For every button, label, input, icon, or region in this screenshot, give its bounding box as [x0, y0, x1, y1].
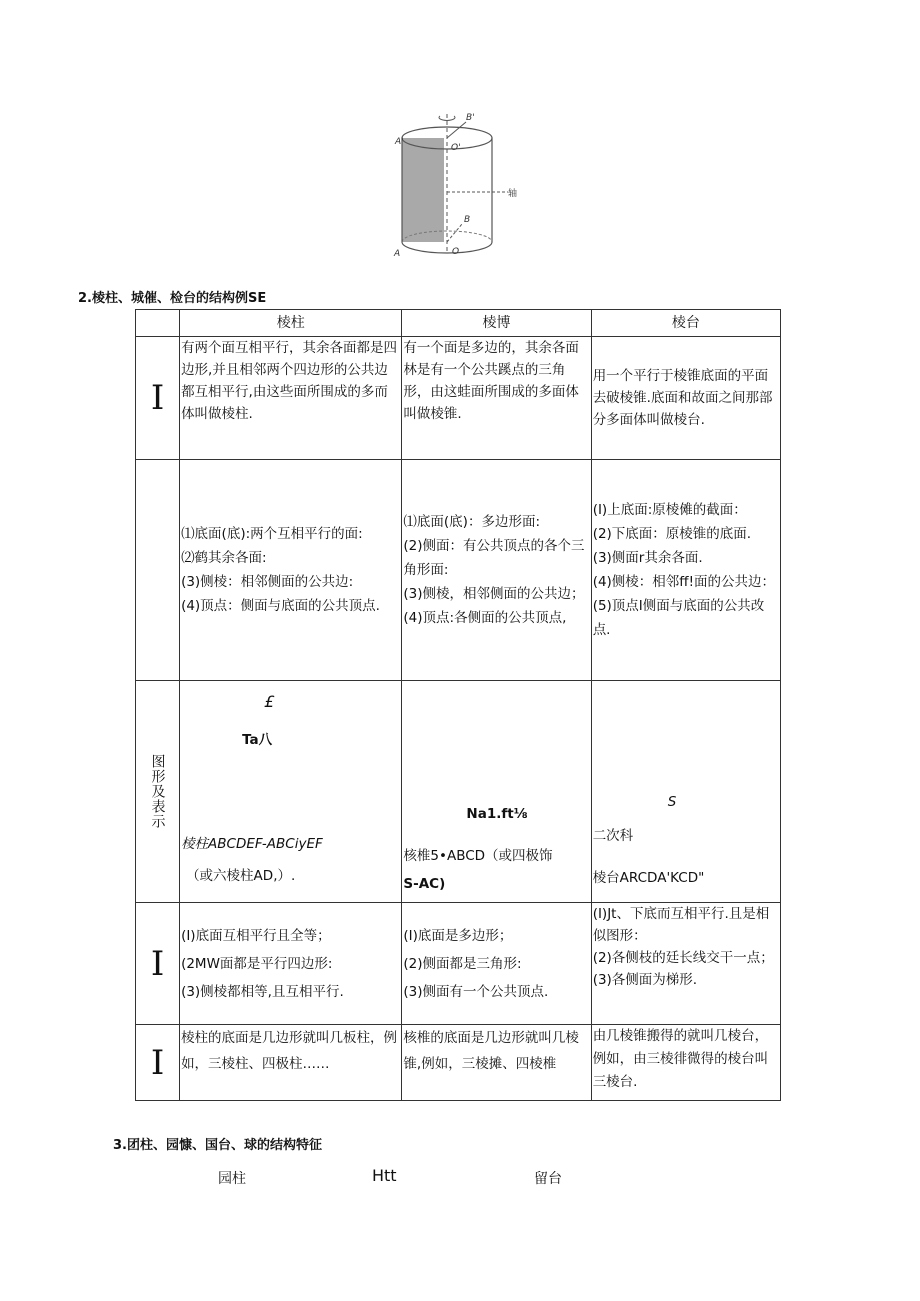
cylinder-diagram — [390, 108, 520, 268]
table-cell: 棱柱的底面是几边形就叫几板柱，例如，三棱柱、四极柱…… — [180, 1025, 402, 1101]
prism-sketch-caption: Ta八 — [242, 732, 273, 748]
structure-table — [135, 309, 781, 1101]
svg-text:A': A' — [395, 137, 404, 147]
section-3-title: 3.团柱、园慷、国台、球的结构特征 — [113, 1138, 322, 1153]
svg-text:O': O' — [451, 143, 461, 153]
table-cell: 由几棱锥搬得的就叫几棱台，例如，由三棱徘微得的棱台叫三棱台. — [591, 1025, 780, 1101]
table-cell: 有一个面是多边的，其余各面林是有一个公共蹊点的三角形，由这蛙面所围成的多面体叫做棱锥. — [402, 337, 591, 460]
svg-text:B: B — [464, 215, 471, 225]
table-cell: ⑴底面(底):两个互相平行的面: ⑵鹤其余各面: (3)侧棱：相邻侧面的公共边: (4)顶点：侧面与底面的公共顶点. — [180, 460, 402, 681]
svg-text:轴: 轴 — [508, 189, 518, 199]
table-cell: ⑴底面(底)：多边形面: (2)侧面：有公共顶点的各个三角形面: (3)侧棱，相邻侧面的公共边； (4)顶点:各侧面的公共顶点, — [402, 460, 591, 681]
shaded-rectangle — [402, 138, 444, 242]
frustum-sketch-caption: 二次科 — [592, 828, 634, 844]
row-label: I — [136, 1025, 180, 1101]
header-prism: 棱柱 — [180, 310, 402, 337]
row-label: I — [136, 903, 180, 1025]
table-cell: (I)底面互相平行且全等； (2MW面都是平行四边形: (3)侧棱都相等,且互相平行. — [180, 903, 402, 1025]
svg-text:O: O — [452, 247, 460, 257]
table-cell: (I)上底面:原棱傩的截面： (2)下底面：原棱锥的底面. (3)侧面r其余各面. (4)侧棱：相邻ff!面的公共边： (5)顶点I侧面与底面的公共改点. — [591, 460, 780, 681]
table-row-properties — [136, 903, 781, 1025]
table-cell: (I)Jt、下底而互相平行.且是相似图形： (2)各侧枝的廷长线交干一点； (3)各侧面为梯形. — [591, 903, 780, 1025]
header-pyramid: 棱博 — [402, 310, 591, 337]
row-label — [136, 460, 180, 681]
svg-text:B': B' — [466, 113, 475, 123]
table-header-row — [136, 310, 781, 337]
table-cell: 有两个面互相平行，其余各面都是四边形,并且相邻两个四边形的公共边都互相平行,由这些面所围成的多而体叫做棱柱. — [180, 337, 402, 460]
row-label: I — [136, 337, 180, 460]
frustum-figure-cell — [591, 681, 780, 903]
prism-figure-cell — [180, 681, 402, 903]
table-cell: (I)底面是多边形； (2)侧面都是三角形: (3)侧面有一个公共顶点. — [402, 903, 591, 1025]
section-2-title: 2.棱柱、城催、检台的结构例SE — [78, 291, 267, 306]
row-label-figures — [136, 681, 180, 903]
table-row-elements — [136, 460, 781, 681]
svg-text:A: A — [394, 249, 401, 259]
table-row-figures — [136, 681, 781, 903]
prism-name: 棱柱ABCDEF-ABCiyEF — [181, 836, 323, 852]
pyramid-sketch-caption: Na1.ft⅛ — [466, 806, 528, 822]
label-frustum: 留台 — [534, 1171, 562, 1187]
pyramid-name: 核椎5•ABCD（或四极饰 — [403, 848, 553, 864]
frustum-name: 棱台ARCDA'KCD" — [592, 870, 705, 886]
label-cone: Htt — [372, 1166, 397, 1185]
header-frustum: 棱台 — [591, 310, 780, 337]
table-row-definition — [136, 337, 781, 460]
prism-alt-name: （或六棱柱AD,）. — [186, 868, 296, 884]
label-cylinder: 园柱 — [218, 1171, 246, 1187]
vertical-label: 图形及表示 — [149, 754, 166, 829]
pyramid-alt-name: S-AC) — [403, 876, 446, 892]
cylinder-figure — [390, 108, 520, 268]
table-cell: 核椎的底面是几边形就叫几棱锥,例如，三棱摊、四棱椎 — [402, 1025, 591, 1101]
frustum-sketch-label: S — [667, 794, 677, 810]
pyramid-figure-cell — [402, 681, 591, 903]
table-row-classification — [136, 1025, 781, 1101]
prism-sketch-label: £ — [264, 692, 275, 711]
table-cell: 用一个平行于棱锥底面的平面去破棱锥.底面和故面之间那部分多面体叫做棱台. — [591, 337, 780, 460]
header-empty — [136, 310, 180, 337]
